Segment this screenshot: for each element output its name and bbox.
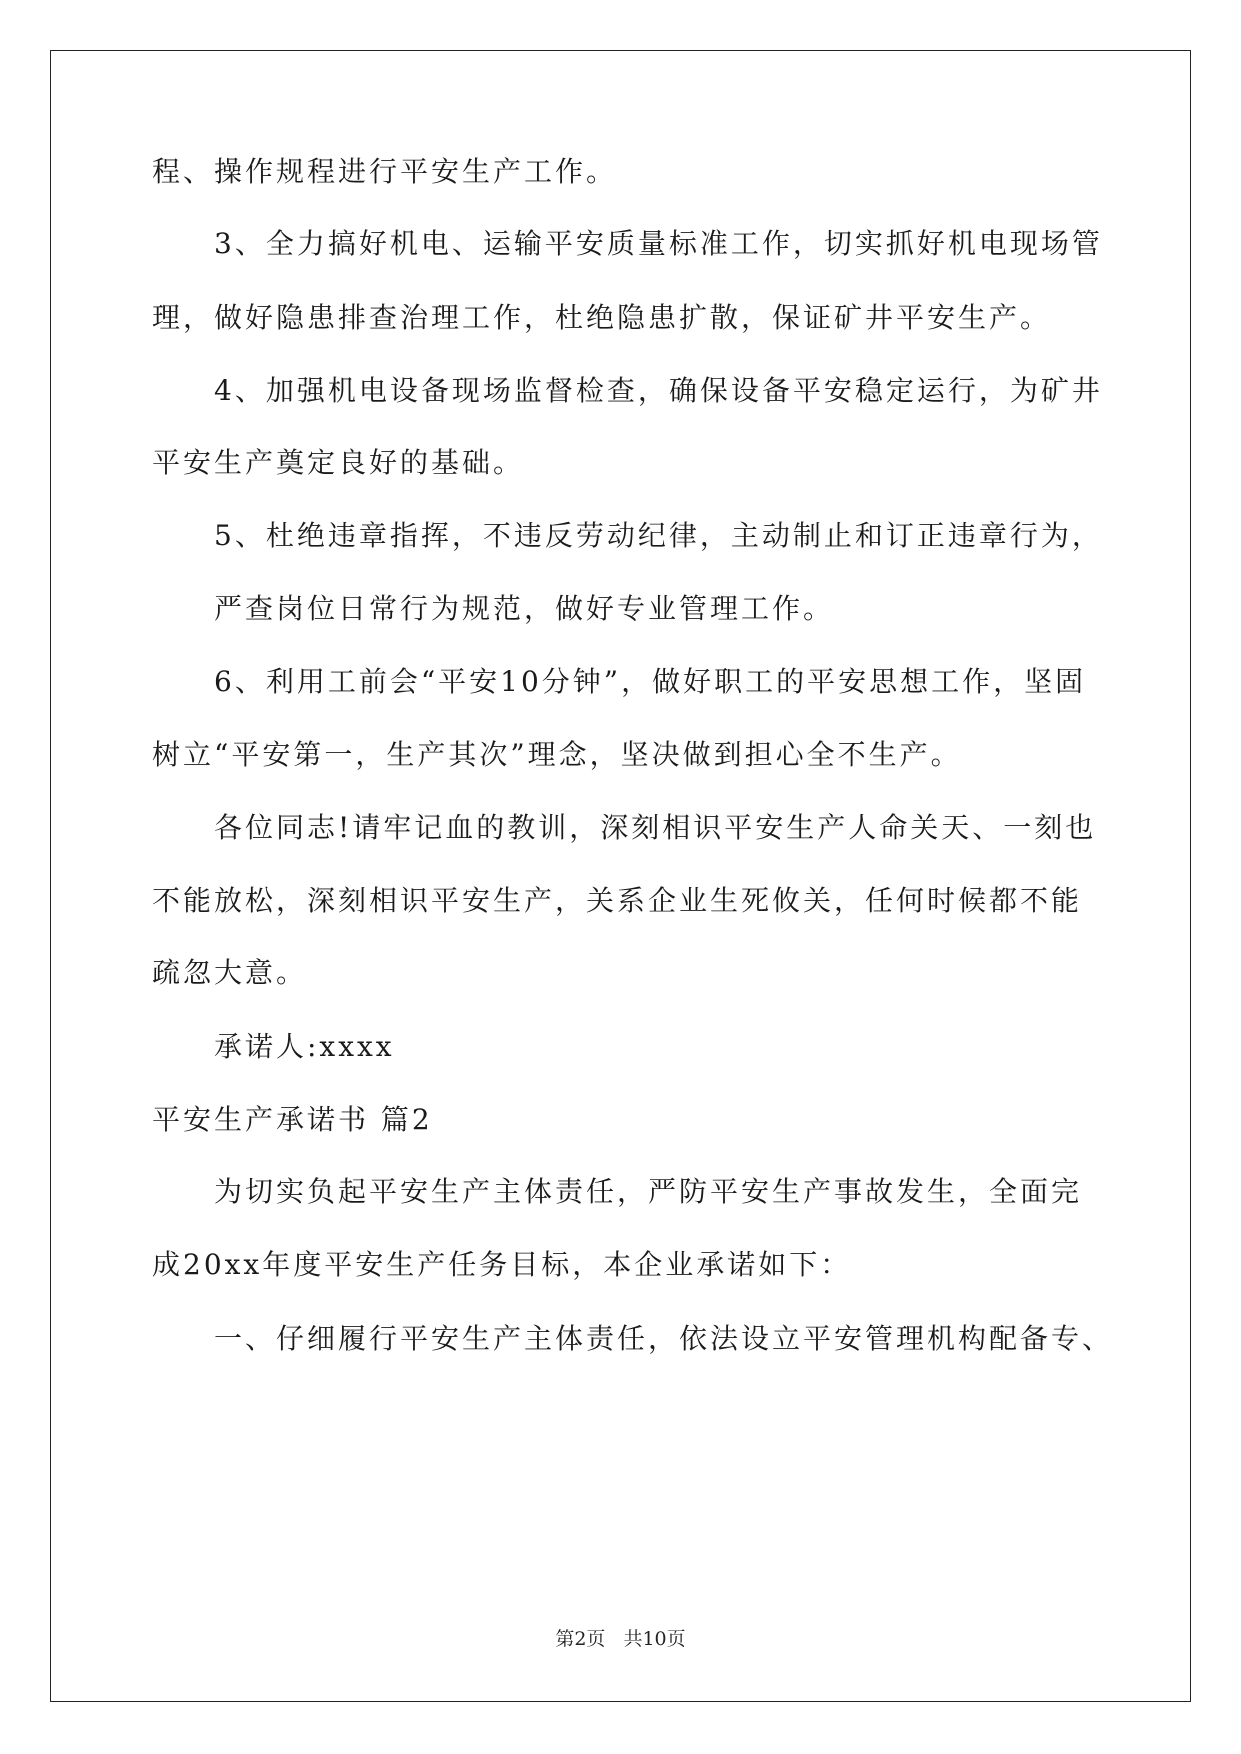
text-line: 3、全力搞好机电、运输平安质量标准工作，切实抓好机电现场管: [214, 227, 1103, 260]
signatory-line: 承诺人:xxxx: [214, 1030, 395, 1063]
text-line: 各位同志!请牢记血的教训，深刻相识平安生产人命关天、一刻也: [214, 811, 1097, 844]
text-line: 程、操作规程进行平安生产工作。: [152, 155, 618, 188]
text-line: 4、加强机电设备现场监督检查，确保设备平安稳定运行，为矿井: [214, 374, 1103, 407]
text-line: 一、仔细履行平安生产主体责任，依法设立平安管理机构配备专、: [214, 1322, 1114, 1355]
section-heading: 平安生产承诺书 篇2: [152, 1103, 433, 1136]
page-total: 共10页: [623, 1628, 686, 1650]
text-line: 平安生产奠定良好的基础。: [152, 446, 525, 479]
text-line: 5、杜绝违章指挥，不违反劳动纪律，主动制止和订正违章行为，: [214, 519, 1103, 552]
text-line: 6、利用工前会“平安10分钟”，做好职工的平安思想工作，坚固: [214, 665, 1087, 698]
text-line: 理，做好隐患排查治理工作，杜绝隐患扩散，保证矿井平安生产。: [152, 301, 1052, 334]
page-border: [50, 50, 1191, 1702]
text-line: 为切实负起平安生产主体责任，严防平安生产事故发生，全面完: [214, 1175, 1083, 1208]
text-line: 疏忽大意。: [152, 956, 308, 989]
text-line: 不能放松，深刻相识平安生产，关系企业生死攸关，任何时候都不能: [152, 884, 1083, 917]
text-line: 树立“平安第一，生产其次”理念，坚决做到担心全不生产。: [152, 738, 962, 771]
text-line: 严查岗位日常行为规范，做好专业管理工作。: [214, 592, 835, 625]
page-number: 第2页: [555, 1628, 606, 1650]
page-footer: [0, 1627, 1241, 1651]
text-line: 成20xx年度平安生产任务目标，本企业承诺如下：: [152, 1248, 852, 1281]
